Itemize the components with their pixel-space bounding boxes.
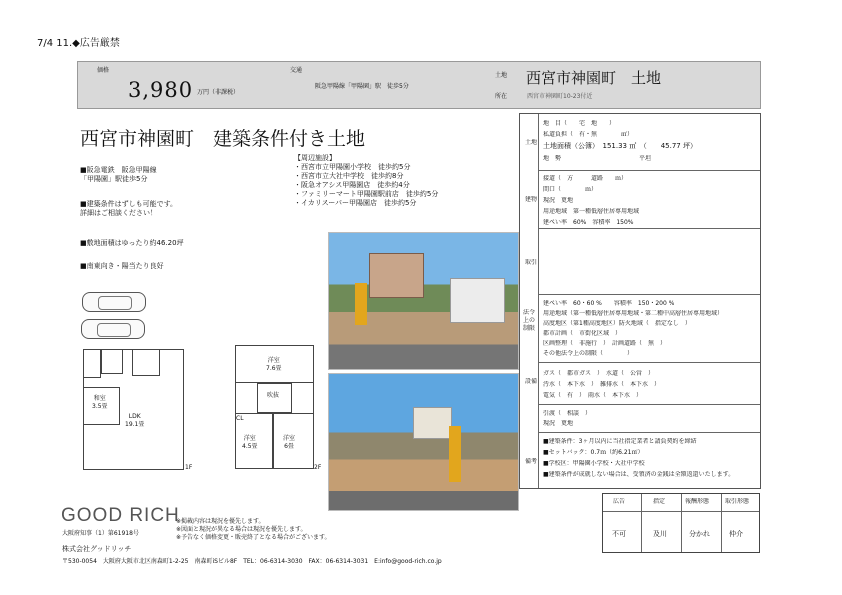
spec-law-label: 法令上の制限 (523, 309, 535, 332)
facility-item: ・阪急オアシス甲陽園店 徒歩約4分 (294, 181, 410, 189)
second-floor-label: 2F (314, 464, 322, 471)
traffic-label: 交通 (290, 67, 303, 74)
footer-value: 不可 (612, 530, 626, 538)
spec-building-label: 建物 (525, 196, 538, 203)
building-row: 建ぺい率 60% 容積率 150% (543, 219, 634, 226)
bullet-sun: ■南東向き・陽当たり良好 (80, 262, 164, 270)
transaction-row: 現況 更地 (543, 420, 574, 427)
car-icon (81, 319, 145, 339)
facility-row: 汚水（ 本下水 ） 雑排水（ 本下水 ） (543, 381, 661, 388)
facility-item: ・ファミリーマート甲陽園駅前店 徒歩約5分 (294, 190, 439, 198)
closet-label: CL (236, 415, 244, 422)
land-area-row: 土地面積（公簿） 151.33 ㎡ （ 45.77 坪） (543, 142, 697, 150)
top-note: 7/4 11.◆広告厳禁 (37, 38, 120, 49)
land-row: 地 目（ 宅 地 ） (543, 120, 616, 127)
footer-value: 及川 (653, 530, 667, 538)
bullet-area: ■敷地面積はゆったり約46.20坪 (80, 239, 184, 247)
spec-notes-label: 備考 (525, 458, 538, 465)
property-photo-2 (328, 373, 519, 511)
land-label: 土地 (495, 72, 508, 79)
bullet-condition: ■建築条件はずしも可能です。 詳細はご相談ください！ (80, 200, 178, 217)
notes-row: ■セットバック：0.7ｍ（約6.21㎡） (543, 449, 644, 456)
building-row: 間口（ ｍ） (543, 186, 598, 193)
facility-row: 電気（ 有 ） 雨水（ 本下水 ） (543, 392, 643, 399)
facility-heading: 【周辺施設】 (294, 154, 336, 162)
notes-row: ■学校区：甲陽園小学校・大社中学校 (543, 460, 645, 467)
facility-item: ・イカリスーパー甲陽園店 徒歩約5分 (294, 199, 417, 207)
building-row: 用途地域 第一種低層住居専用地域 (543, 208, 640, 215)
company-name: 株式会社グッドリッチ (62, 545, 132, 553)
law-row: 建ぺい率 60・60 % 容積率 150・200 % (543, 300, 675, 307)
footer-header: 広告 (613, 498, 626, 505)
fukinuke-label: 吹抜 (267, 392, 280, 399)
price: 3,980 (128, 78, 194, 102)
facility-item: ・西宮市立大社中学校 徒歩約8分 (294, 172, 404, 180)
bullet-station: ■阪急電鉄 阪急甲陽線 「甲陽園」駅徒歩5分 (80, 166, 157, 183)
company-address: 〒530-0054 大阪府大阪市北区南森町1-2-25 南森町iSビル8F TEL：06-6314-3030 FAX：06-6314-3031 E:info@good-rich.co.jp (62, 558, 442, 565)
bedroom1-label: 洋室 7.6畳 (266, 357, 282, 372)
price-unit: 万円（非課税） (197, 89, 240, 96)
bedroom2-label: 洋室 4.5畳 (242, 435, 258, 450)
property-header (77, 61, 761, 109)
building-row: 現況 更地 (543, 197, 574, 204)
law-row: 区画整理（ 非施行 ） 計画道路（ 無 ） (543, 340, 667, 347)
traffic: 阪急甲陽線「甲陽園」駅 徒歩5分 (315, 83, 409, 90)
main-title: 西宮市神園町 建築条件付き土地 (80, 128, 366, 150)
disclaimer: ※掲載内容は現況を優先します。 ※図面と現況が異なる場合は現況を優先します。 ※予告なく価格変更・販売終了となる場合がございます。 (176, 518, 331, 541)
car-icon (82, 292, 146, 312)
building-row: 接道（ 方 道路 ｍ） (543, 175, 628, 182)
spec-facility-label: 設備 (525, 378, 538, 385)
property-title: 西宮市神園町 土地 (526, 69, 662, 87)
land-row: 私道負担（ 有・無 ㎡） (543, 131, 634, 138)
law-row: 都市計画（ 市街化区域 ） (543, 330, 622, 337)
company-license: 大阪府知事（1）第61918号 (62, 530, 139, 537)
address-label: 所在 (495, 93, 508, 100)
address: 西宮市神園町10-23付近 (527, 93, 593, 100)
bedroom3-label: 洋室 6畳 (283, 435, 296, 450)
footer-header: 報酬形態 (685, 498, 710, 505)
transaction-table (602, 493, 760, 553)
ldk-label: LDK 19.1畳 (125, 413, 145, 428)
law-row: その他法令上の制限（ ） (543, 350, 634, 357)
facility-row: ガス（ 都市ガス ） 水道（ 公営 ） (543, 370, 655, 377)
facility-list (294, 154, 509, 208)
facility-item: ・西宮市立甲陽園小学校 徒歩約5分 (294, 163, 411, 171)
notes-row: ■建築条件：3ヶ月以内に当社指定業者と請負契約を締結 (543, 438, 697, 445)
spec-transaction-label: 取引 (525, 259, 538, 266)
footer-value: 分かれ (689, 530, 710, 538)
washitsu-label: 和室 3.5畳 (92, 395, 108, 410)
property-photo-1 (328, 232, 519, 370)
footer-header: 指定 (653, 498, 666, 505)
spec-table (519, 113, 761, 489)
law-row: 高度地区（第1種高度地区）防火地域（ 指定なし ） (543, 320, 691, 327)
first-floor-label: 1F (185, 464, 193, 471)
spec-land-label: 土地 (525, 139, 538, 146)
floor-plan (75, 283, 325, 473)
company-logo: GOOD RICH (61, 505, 180, 526)
footer-value: 仲介 (729, 530, 743, 538)
law-row: 用途地域（第一種低層住居専用地域・第二種中高層住居専用地域） (543, 310, 724, 317)
notes-row: ■建築条件が成就しない場合は、受領済の金銭は全額返還いたします。 (543, 471, 735, 478)
transaction-row: 引渡（ 相談 ） (543, 410, 592, 417)
footer-header: 取引形態 (725, 498, 750, 505)
land-row: 地 勢 平坦 (543, 155, 652, 162)
price-label: 価格 (97, 67, 110, 74)
